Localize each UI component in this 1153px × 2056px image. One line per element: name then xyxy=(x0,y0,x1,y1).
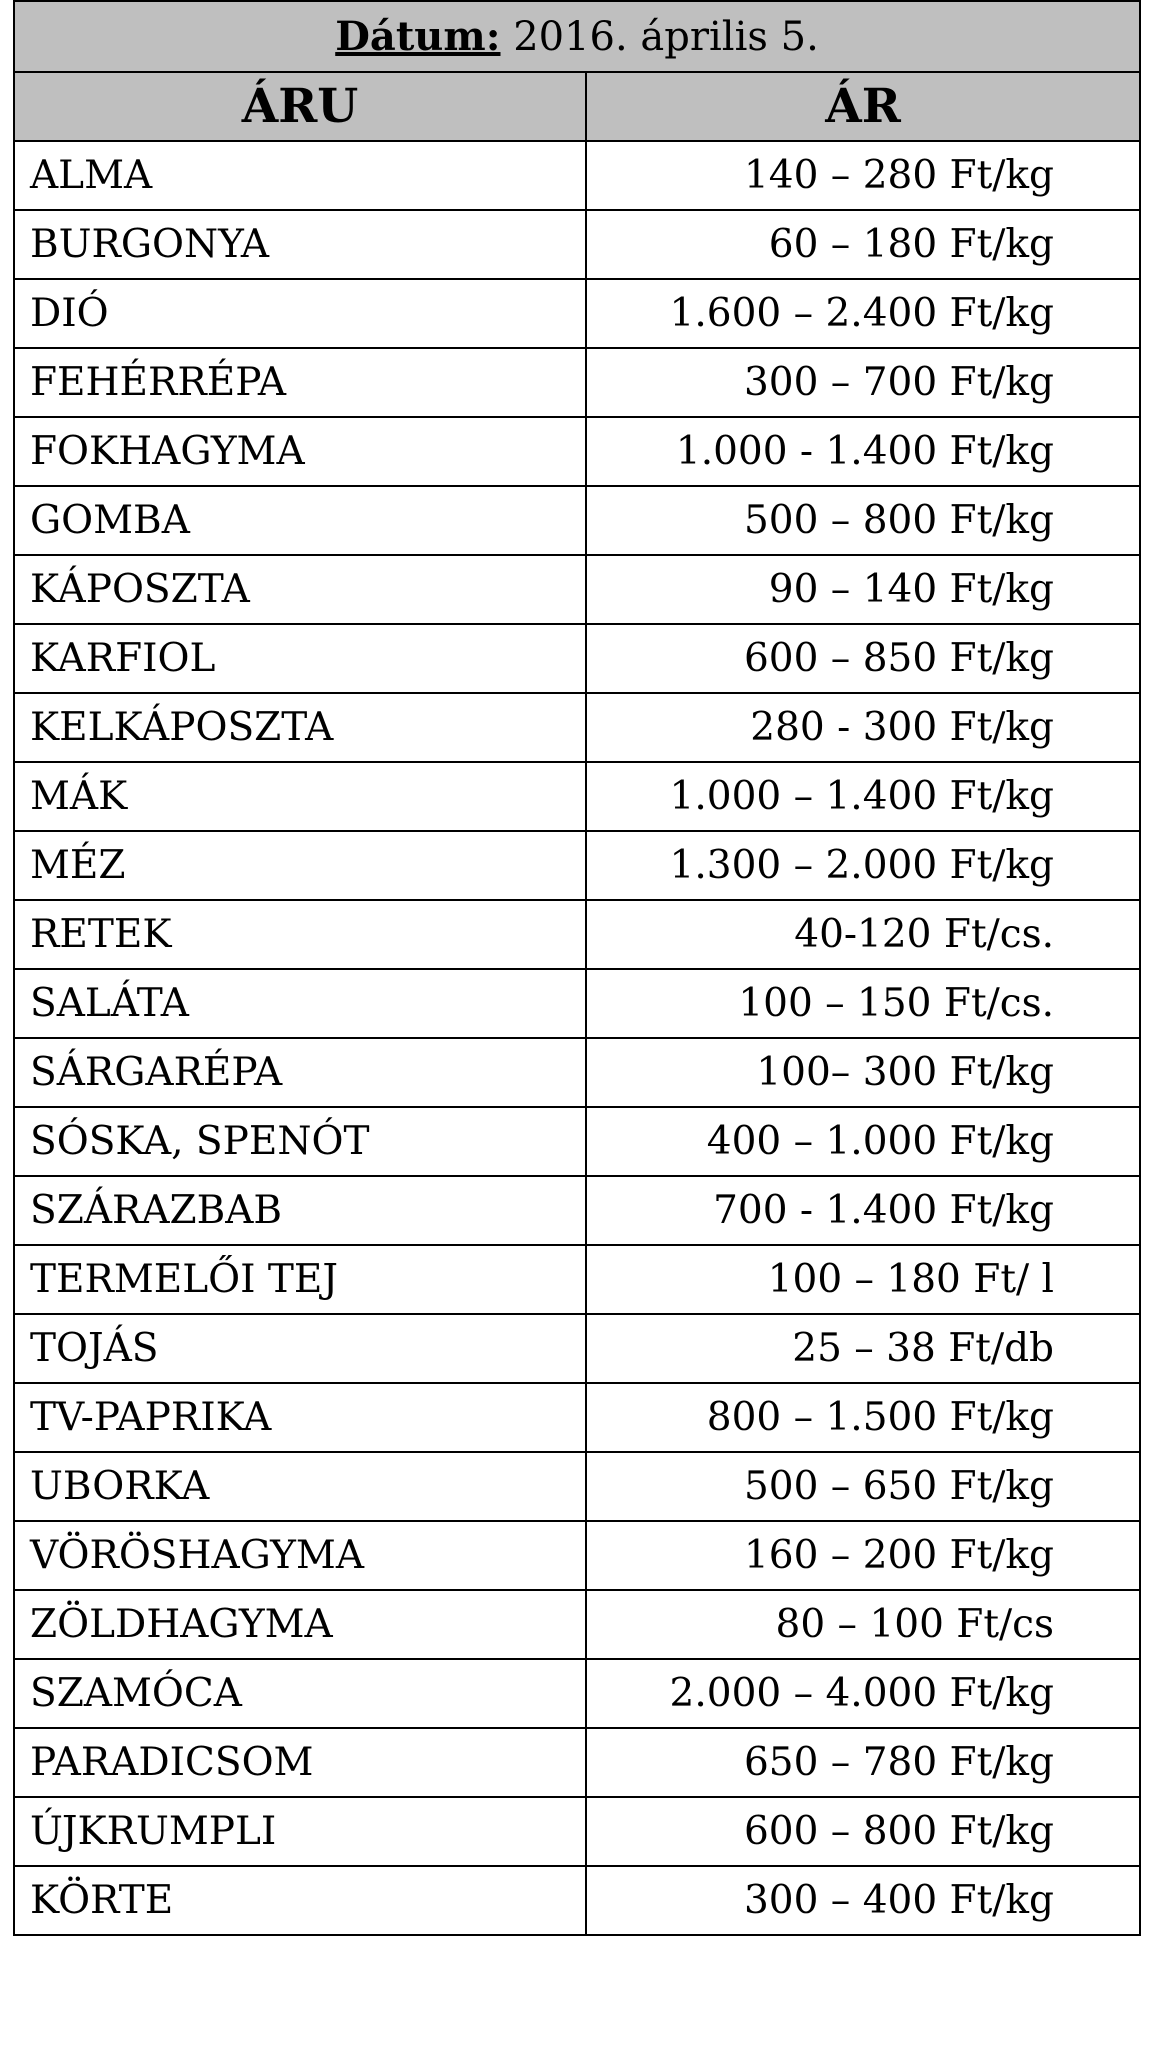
price-cell: 1.600 – 2.400 Ft/kg xyxy=(586,279,1140,348)
item-name-cell: PARADICSOM xyxy=(14,1728,586,1797)
date-value: 2016. április 5. xyxy=(513,13,819,60)
item-name-cell: ALMA xyxy=(14,141,586,210)
price-cell: 300 – 400 Ft/kg xyxy=(586,1866,1140,1935)
table-row xyxy=(14,486,1140,555)
item-name-cell: KÖRTE xyxy=(14,1866,586,1935)
table-row xyxy=(14,1038,1140,1107)
item-name-cell: BURGONYA xyxy=(14,210,586,279)
column-header-item: ÁRU xyxy=(14,72,586,141)
item-name-cell: FEHÉRRÉPA xyxy=(14,348,586,417)
item-name-cell: ÚJKRUMPLI xyxy=(14,1797,586,1866)
price-cell: 160 – 200 Ft/kg xyxy=(586,1521,1140,1590)
table-row xyxy=(14,1797,1140,1866)
table-row xyxy=(14,1452,1140,1521)
date-label: Dátum: xyxy=(335,12,501,60)
price-cell: 90 – 140 Ft/kg xyxy=(586,555,1140,624)
table-row xyxy=(14,762,1140,831)
item-name-cell: TV-PAPRIKA xyxy=(14,1383,586,1452)
date-cell xyxy=(14,1,1140,72)
price-cell: 80 – 100 Ft/cs xyxy=(586,1590,1140,1659)
price-cell: 140 – 280 Ft/kg xyxy=(586,141,1140,210)
date-row xyxy=(14,1,1140,72)
table-row xyxy=(14,969,1140,1038)
price-cell: 60 – 180 Ft/kg xyxy=(586,210,1140,279)
price-cell: 2.000 – 4.000 Ft/kg xyxy=(586,1659,1140,1728)
table-row xyxy=(14,279,1140,348)
price-cell: 500 – 650 Ft/kg xyxy=(586,1452,1140,1521)
item-name-cell: KARFIOL xyxy=(14,624,586,693)
price-cell: 1.300 – 2.000 Ft/kg xyxy=(586,831,1140,900)
price-cell: 40-120 Ft/cs. xyxy=(586,900,1140,969)
price-cell: 25 – 38 Ft/db xyxy=(586,1314,1140,1383)
header-row xyxy=(14,72,1140,141)
price-cell: 1.000 – 1.400 Ft/kg xyxy=(586,762,1140,831)
table-row xyxy=(14,555,1140,624)
item-name-cell: RETEK xyxy=(14,900,586,969)
table-row xyxy=(14,1107,1140,1176)
table-row xyxy=(14,141,1140,210)
table-row xyxy=(14,1866,1140,1935)
price-cell: 650 – 780 Ft/kg xyxy=(586,1728,1140,1797)
table-row xyxy=(14,1383,1140,1452)
table-row xyxy=(14,1659,1140,1728)
table-row xyxy=(14,624,1140,693)
item-name-cell: KELKÁPOSZTA xyxy=(14,693,586,762)
price-cell: 280 - 300 Ft/kg xyxy=(586,693,1140,762)
table-row xyxy=(14,900,1140,969)
table-row xyxy=(14,1176,1140,1245)
price-cell: 600 – 800 Ft/kg xyxy=(586,1797,1140,1866)
item-name-cell: TERMELŐI TEJ xyxy=(14,1245,586,1314)
item-name-cell: FOKHAGYMA xyxy=(14,417,586,486)
price-cell: 100 – 180 Ft/ l xyxy=(586,1245,1140,1314)
table-row xyxy=(14,348,1140,417)
table-row xyxy=(14,693,1140,762)
table-row xyxy=(14,1245,1140,1314)
item-name-cell: KÁPOSZTA xyxy=(14,555,586,624)
table-row xyxy=(14,1521,1140,1590)
price-table xyxy=(13,0,1141,1936)
table-row xyxy=(14,1314,1140,1383)
item-name-cell: MÁK xyxy=(14,762,586,831)
table-row xyxy=(14,417,1140,486)
item-name-cell: GOMBA xyxy=(14,486,586,555)
item-name-cell: TOJÁS xyxy=(14,1314,586,1383)
column-header-price: ÁR xyxy=(586,72,1140,141)
price-cell: 1.000 - 1.400 Ft/kg xyxy=(586,417,1140,486)
price-cell: 400 – 1.000 Ft/kg xyxy=(586,1107,1140,1176)
price-cell: 600 – 850 Ft/kg xyxy=(586,624,1140,693)
item-name-cell: SALÁTA xyxy=(14,969,586,1038)
item-name-cell: ZÖLDHAGYMA xyxy=(14,1590,586,1659)
item-name-cell: SÁRGARÉPA xyxy=(14,1038,586,1107)
item-name-cell: SÓSKA, SPENÓT xyxy=(14,1107,586,1176)
table-row xyxy=(14,1590,1140,1659)
item-name-cell: SZÁRAZBAB xyxy=(14,1176,586,1245)
table-row xyxy=(14,1728,1140,1797)
price-cell: 800 – 1.500 Ft/kg xyxy=(586,1383,1140,1452)
price-table-body xyxy=(14,1,1140,1935)
item-name-cell: SZAMÓCA xyxy=(14,1659,586,1728)
item-name-cell: UBORKA xyxy=(14,1452,586,1521)
item-name-cell: VÖRÖSHAGYMA xyxy=(14,1521,586,1590)
price-cell: 700 - 1.400 Ft/kg xyxy=(586,1176,1140,1245)
table-row xyxy=(14,831,1140,900)
item-name-cell: DIÓ xyxy=(14,279,586,348)
price-cell: 100 – 150 Ft/cs. xyxy=(586,969,1140,1038)
price-cell: 300 – 700 Ft/kg xyxy=(586,348,1140,417)
item-name-cell: MÉZ xyxy=(14,831,586,900)
price-cell: 500 – 800 Ft/kg xyxy=(586,486,1140,555)
table-row xyxy=(14,210,1140,279)
price-cell: 100– 300 Ft/kg xyxy=(586,1038,1140,1107)
